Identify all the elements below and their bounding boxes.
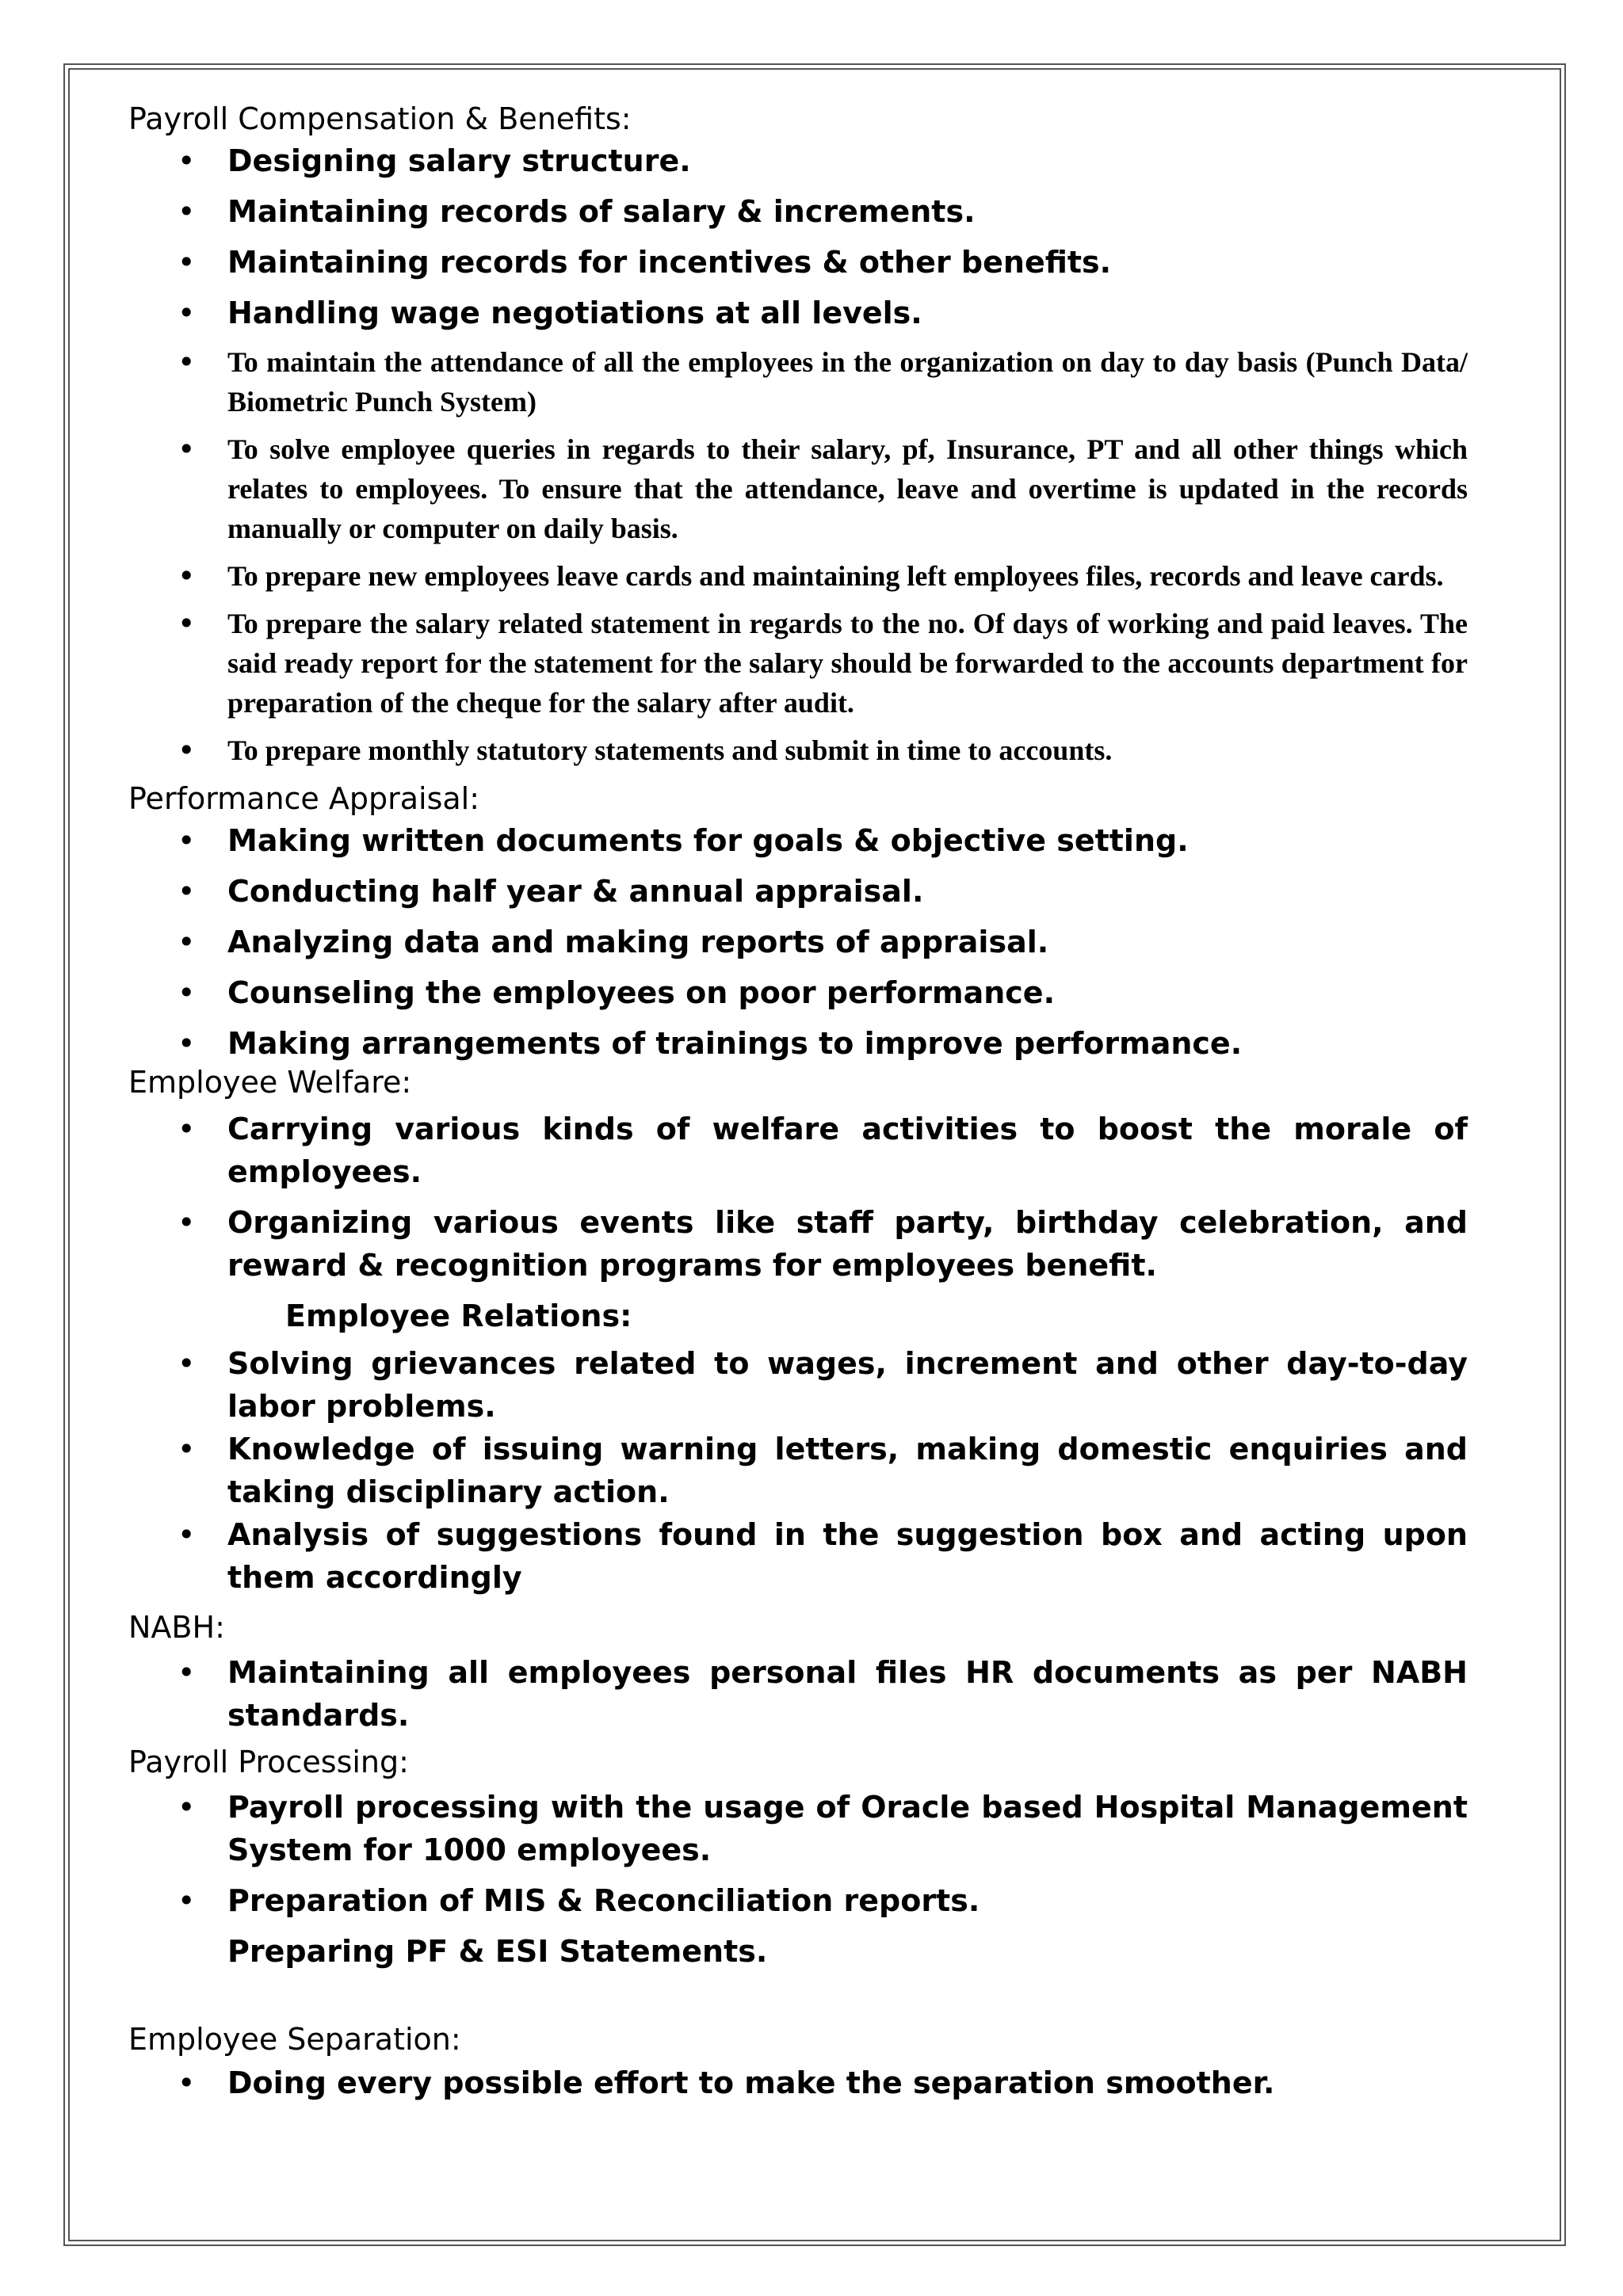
section-heading-payroll-compensation: Payroll Compensation & Benefits: bbox=[128, 101, 632, 136]
list-item: • Knowledge of issuing warning letters, making domestic enquiries and taking disciplinary action. bbox=[128, 1428, 1468, 1513]
section-heading-employee-relations: Employee Relations: bbox=[285, 1299, 632, 1333]
list-item: • Designing salary structure. bbox=[128, 139, 1468, 182]
section-heading-employee-welfare: Employee Welfare: bbox=[128, 1065, 412, 1100]
list-item: • Solving grievances related to wages, increment and other day-to-day labor problems. bbox=[128, 1342, 1468, 1428]
section-heading-payroll-processing: Payroll Processing: bbox=[128, 1745, 409, 1779]
employee-separation-list bbox=[128, 2061, 1468, 2104]
document-body bbox=[128, 101, 1468, 2112]
list-item: • Making arrangements of trainings to improve performance. bbox=[128, 1022, 1468, 1065]
list-item: • To prepare monthly statutory statements and submit in time to accounts. bbox=[128, 730, 1468, 770]
list-item: • Maintaining records for incentives & other benefits. bbox=[128, 241, 1468, 284]
section-heading-performance-appraisal: Performance Appraisal: bbox=[128, 781, 480, 816]
list-item: • To prepare the salary related statement in regards to the no. Of days of working and paid leaves. The said ready report for the statement for the salary should be forwarded to the accounts department for preparation of the cheque for the salary after audit. bbox=[128, 604, 1468, 723]
employee-relations-list bbox=[128, 1342, 1468, 1599]
list-item: • Maintaining records of salary & increments. bbox=[128, 190, 1468, 233]
list-item: • Conducting half year & annual appraisal. bbox=[128, 870, 1468, 913]
payroll-processing-list bbox=[128, 1786, 1468, 1922]
list-item: • Doing every possible effort to make the separation smoother. bbox=[128, 2061, 1468, 2104]
list-item: • To maintain the attendance of all the employees in the organization on day to day basis (Punch Data/ Biometric Punch System) bbox=[128, 342, 1468, 421]
list-item: • Making written documents for goals & objective setting. bbox=[128, 819, 1468, 862]
list-item: • Payroll processing with the usage of Oracle based Hospital Management System for 1000 employees. bbox=[128, 1786, 1468, 1871]
nabh-list bbox=[128, 1651, 1468, 1737]
list-item: • Carrying various kinds of welfare activities to boost the morale of employees. bbox=[128, 1108, 1468, 1193]
list-item: • Handling wage negotiations at all levels. bbox=[128, 292, 1468, 334]
list-item: • To prepare new employees leave cards and maintaining left employees files, records and leave cards. bbox=[128, 556, 1468, 596]
list-item: • Analyzing data and making reports of appraisal. bbox=[128, 921, 1468, 963]
section-heading-employee-separation: Employee Separation: bbox=[128, 2022, 461, 2057]
payroll-processing-extra-line: Preparing PF & ESI Statements. bbox=[227, 1934, 768, 1969]
list-item: • To solve employee queries in regards to their salary, pf, Insurance, PT and all other things which relates to employees. To ensure that the attendance, leave and overtime is updated in the records manually or computer on daily basis. bbox=[128, 429, 1468, 548]
list-item: • Counseling the employees on poor performance. bbox=[128, 971, 1468, 1014]
spacer bbox=[128, 1978, 1468, 2022]
list-item: • Analysis of suggestions found in the suggestion box and acting upon them accordingly bbox=[128, 1513, 1468, 1599]
list-item: • Preparation of MIS & Reconciliation reports. bbox=[128, 1879, 1468, 1922]
list-item: • Organizing various events like staff party, birthday celebration, and reward & recognition programs for employees benefit. bbox=[128, 1201, 1468, 1287]
payroll-compensation-list bbox=[128, 139, 1468, 770]
employee-welfare-list bbox=[128, 1108, 1468, 1287]
section-heading-nabh: NABH: bbox=[128, 1610, 225, 1645]
performance-appraisal-list bbox=[128, 819, 1468, 1065]
list-item: • Maintaining all employees personal files HR documents as per NABH standards. bbox=[128, 1651, 1468, 1737]
